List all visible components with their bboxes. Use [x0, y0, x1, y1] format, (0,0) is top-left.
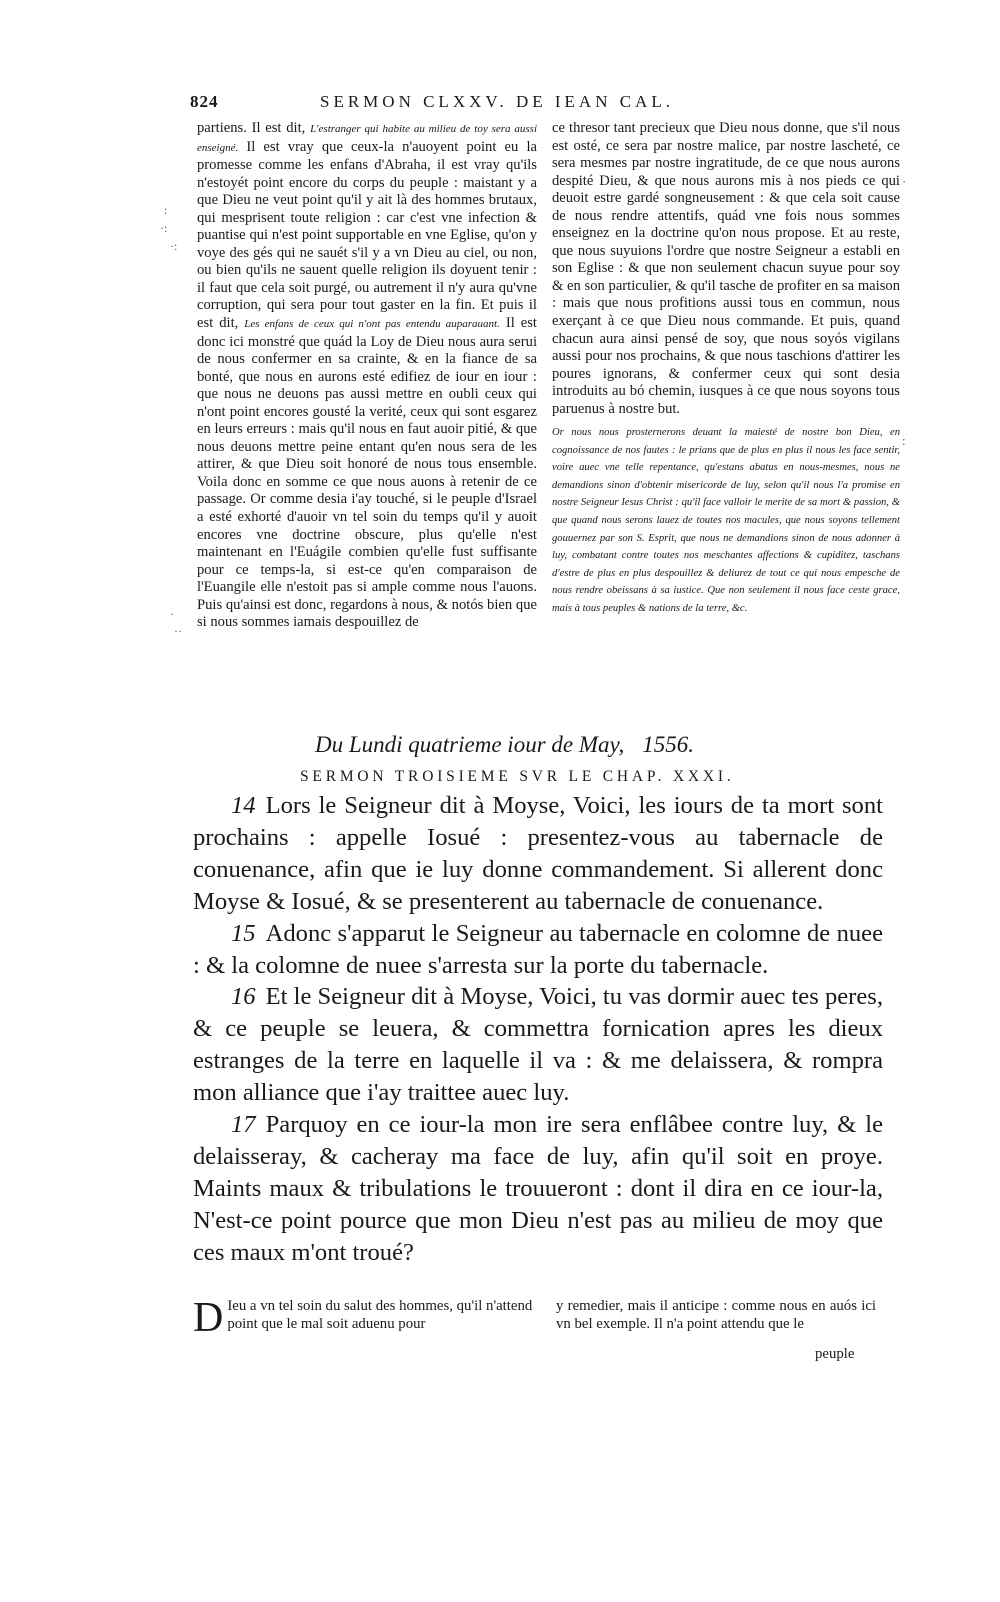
date-text: Du Lundi quatrieme iour de May,: [315, 732, 625, 757]
verse-text: Adonc s'apparut le Seigneur au tabernacle en colomne de nuee : & la colomne de nuee s'arresta sur la porte du tabernacle.: [193, 919, 883, 979]
sermon-heading: SERMON TROISIEME SVR LE CHAP. XXXI.: [300, 768, 735, 785]
verse-text: Et le Seigneur dit à Moyse, Voici, tu vas dormir auec tes peres, & ce peuple se leuera, & commettra fornication apres les dieux estranges de la terre en laquelle il va : & me delaissera, & rompra mon alliance que i'ay traittee auec luy.: [193, 983, 883, 1107]
verse-15: [193, 918, 883, 982]
sermon-date-line: [315, 732, 875, 758]
margin-mark: :: [164, 203, 168, 217]
verse-14: [193, 790, 883, 918]
left-margin-marks: [150, 0, 190, 1602]
scripture-quote: Les enfans de ceux qui n'ont pas entendu auparauant.: [244, 318, 500, 331]
folio-number: 824: [190, 92, 219, 111]
left-column-paragraph: partiens. Il est dit, L'estranger qui habite au milieu de toy sera aussi enseigné. Il est vray que ceux-la n'auoyent point eu la promesse comme les enfans d'Abraha, il est vray qu'ils n'estoyét point encore du corps du peuple : maistant y a que Dieu ne veut point qu'il y ait là des hommes brutaux, qui mesprisent toute religion : car c'est vne infection & puantise qui n'est point supportable en vne Eglise, qu'on y voye des gés qui ne sauét s'il y a vn Dieu au ciel, ou non, ou bien qu'ils ne sauent quelle religion ils doyuent tenir : il faut que cela soit purgé, ou autrement il n'y aura qu'vne corruption, qui sera pour tout gaster en la fin. Et puis il est dit, Les enfans de ceux qui n'ont pas entendu auparauant. Il est donc ici monstré que quád la Loy de Dieu nous aura serui de nous confermer en sa crainte, & en la fiance de sa bonté, que nous en aurons esté edifiez de iour en iour : que nous ne deuons pas aussi mettre en oubli ceux qui n'ont point encores gousté la verité, ceux qui sont esgarez en leurs erreurs : mais qu'il nous en faut auoir pitié, & que nous deuons mettre peine entant qu'en nous sera de les attirer, & que Dieu soit honoré de nous tous ensemble. Voila donc en somme ce que nous auons à retenir de ce passage. Or comme desia i'ay touché, si le peuple d'Israel a esté exhorté d'auoir vn tel soin du temps qu'il y auoit encores vne doctrine obscure, plus qu'elle n'est maintenant en l'Euágile combien qu'elle fust suffisante pour ce temps-la, si est-ce qu'en comparaison de l'Euangile elle n'estoit pas si ample comme nous l'auons. Puis qu'ainsi est donc, regardons à nous, & notós bien que si nous sommes iamais despouillez de: [197, 120, 537, 631]
verse-number: 14: [231, 792, 256, 819]
scripture-quote: L'estranger qui habite au milieu de toy sera aussi enseigné.: [197, 123, 537, 154]
commentary-right: y remedier, mais il anticipe : comme nous en auós ici vn bel exemple. Il n'a point attendu que le: [556, 1298, 876, 1332]
catchword: peuple: [815, 1346, 855, 1362]
right-column-text: [552, 120, 900, 726]
verse-text: Lors le Seigneur dit à Moyse, Voici, les iours de ta mort sont prochains : appelle Iosué : presentez-vous au tabernacle de conuenance, afin que ie luy donne commandement. Si allerent donc Moyse & Iosué, & se presenterent au tabernacle de conuenance.: [193, 792, 883, 915]
margin-mark: ·: [902, 174, 907, 189]
margin-mark: ·:: [160, 221, 168, 235]
left-column-text: [197, 120, 537, 726]
commentary-text: Ieu a vn tel soin du salut des hommes, qu'il n'attend point que le mal soit aduenu pour: [227, 1298, 533, 1332]
margin-mark: ·:: [170, 239, 178, 253]
verse-text: Parquoy en ce iour-la mon ire sera enflâbee contre luy, & le delaisseray, & cacheray ma face de luy, afin qu'il soit en proye. Maints maux & tribulations le trouueront : dont il dira en ce iour-la, N'est-ce point pource que mon Dieu n'est pas au milieu de moy que ces maux m'ont troué?: [193, 1111, 883, 1266]
page-header: [190, 92, 790, 118]
scripture-verses: [193, 790, 883, 1269]
verse-number: 16: [231, 983, 256, 1011]
verse-16: [193, 981, 883, 1109]
closing-prayer: Or nous nous prosternerons deuant la maiesté de nostre bon Dieu, en cognoissance de nos fautes : le prians que de plus en plus il nous les face sentir, voire auec vne telle repentance, qu'estans abatus en nous-mesmes, nous ne demandions sinon d'obtenir misericorde de luy, selon qu'il nous l'a promise en nostre Seigneur Iesus Christ : qu'il face valloir le merite de sa mort & passion, & que quand nous serons lauez de toutes nos macules, que nous soyons tellement gouuernez par son S. Esprit, que nous ne demandions sinon de nous adonner à luy, combatant contre toutes nos meschantes affections & cupiditez, taschans d'estre de plus en plus despouillez & deliurez de tout ce qui nous empesche de nous rendre obeissans à sa iustice. Que non seulement il nous face ceste grace, mais à tous peuples & nations de la terre, &c.: [552, 427, 900, 614]
running-title: SERMON CLXXV. DE IEAN CAL.: [320, 92, 674, 111]
margin-mark: ·: [170, 607, 174, 621]
margin-mark: ··: [174, 624, 182, 638]
drop-cap: D: [193, 1295, 224, 1341]
right-column-paragraph: ce thresor tant precieux que Dieu nous donne, que s'il nous est osté, ce sera par nostre malice, par nostre lascheté, ce sera mesmes par nostre ingratitude, de ce que nous aurons despité Dieu, & que nous aurons mis à nos pieds ce qui deuoit estre gardé songneusement : & que cela soit cause de nous rendre attentifs, quád vne fois nous sommes enseignez en la doctrine qu'on nous propose. Et au reste, que nous suyuions l'ordre que nostre Seigneur a establi en son Eglise : & que non seulement chacun suyue pour soy & en son particulier, & qu'il tasche de profiter en sa maison : mais que nous profitions aussi tous en commun, nous exerçant à ce que Dieu nous commande. Et puis, quand chacun aura ainsi pensé de soy, que nous soyós vigilans aussi pour nos prochains, & que nous taschions d'attirer les poures ignorans, & confermer ceux qui sont desia introduits au bó chemin, iusques à ce que nous soyons tous paruenus à nostre but.: [552, 120, 900, 417]
date-year: 1556.: [642, 732, 694, 757]
verse-number: 17: [231, 1111, 256, 1139]
commentary-left: [193, 1295, 533, 1341]
margin-mark: :: [902, 433, 906, 448]
verse-number: 15: [231, 919, 256, 947]
verse-17: [193, 1109, 883, 1269]
